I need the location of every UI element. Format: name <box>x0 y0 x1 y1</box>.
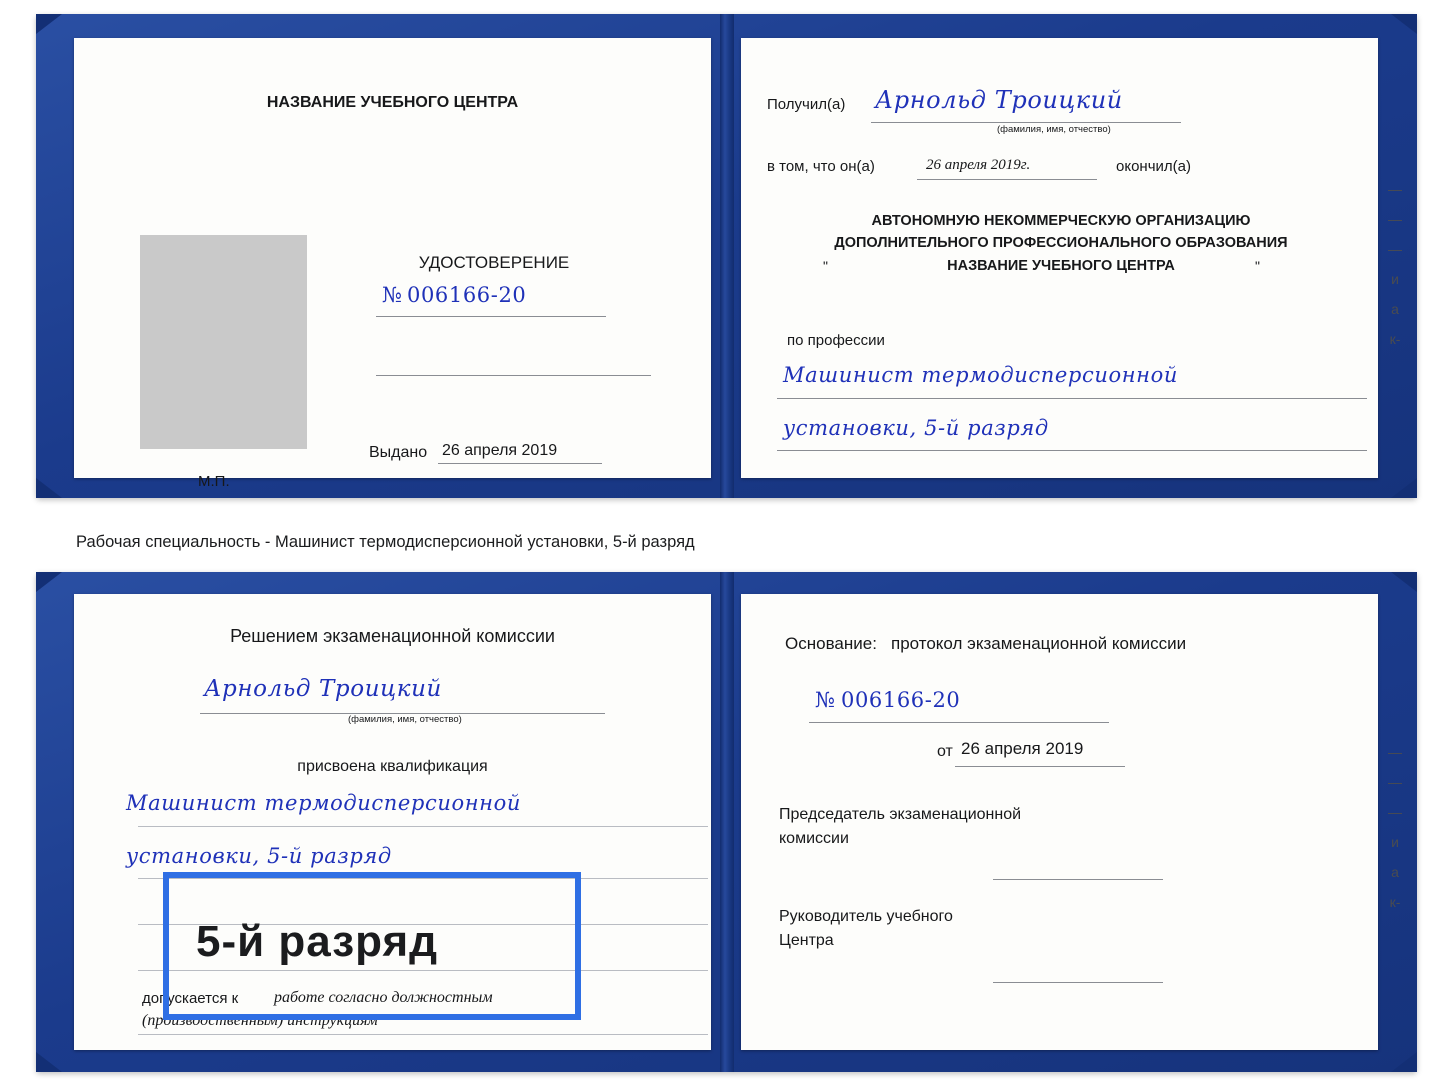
certificate-number-value: 006166-20 <box>407 283 527 307</box>
received-name-hint: (фамилия, имя, отчество) <box>997 124 1111 135</box>
stamp-label: М.П. <box>198 473 230 490</box>
finish-date: 26 апреля 2019г. <box>926 157 1031 173</box>
certificate-number-sign: № <box>382 283 403 307</box>
booklet-corner-top-left <box>36 14 62 34</box>
commission-decision-title: Решением экзаменационной комиссии <box>230 626 555 646</box>
edge-char-4: а <box>1391 301 1399 317</box>
issued-date-underline <box>438 463 602 464</box>
organization-quote-close: " <box>1255 258 1260 274</box>
profession-underline-2 <box>777 450 1367 451</box>
profession-label: по профессии <box>787 332 885 349</box>
top-right-page <box>741 38 1378 478</box>
chairman-line-2: комиссии <box>779 830 849 847</box>
edge2-char-3: и <box>1391 834 1399 850</box>
edge2-char-0: — <box>1388 744 1402 760</box>
top-left-page <box>74 38 711 490</box>
graduate-name: Арнольд Троицкий <box>204 676 442 702</box>
edge2-char-2: — <box>1388 804 1402 820</box>
received-label: Получил(а) <box>767 96 846 113</box>
received-name: Арнольд Троицкий <box>875 86 1123 114</box>
received-name-underline <box>871 122 1181 123</box>
edge2-char-1: — <box>1388 774 1402 790</box>
head-signature-line <box>993 982 1163 983</box>
top-booklet-edge-characters <box>1384 174 1406 354</box>
organization-name: НАЗВАНИЕ УЧЕБНОГО ЦЕНТРА <box>947 258 1175 274</box>
booklet2-corner-bottom-left <box>36 1052 62 1072</box>
document-caption: Рабочая специальность - Машинист термодисперсионной установки, 5-й разряд <box>76 533 695 551</box>
booklet-corner-top-right <box>1391 14 1417 34</box>
blank-line <box>376 375 651 376</box>
edge-char-2: — <box>1388 241 1402 257</box>
from-date-underline <box>955 766 1125 767</box>
edge-char-0: — <box>1388 181 1402 197</box>
from-date: 26 апреля 2019 <box>961 739 1084 758</box>
booklet-corner-bottom-right <box>1391 478 1417 498</box>
chairman-line-1: Председатель экзаменационной <box>779 806 1022 823</box>
profession-line-1: Машинист термодисперсионной <box>783 363 1178 387</box>
edge2-char-5: к- <box>1389 894 1401 910</box>
booklet2-corner-top-right <box>1391 572 1417 592</box>
finish-date-underline <box>917 179 1097 180</box>
edge-char-1: — <box>1388 211 1402 227</box>
profession-underline-1 <box>777 398 1367 399</box>
protocol-number-sign: № <box>815 688 836 712</box>
qualification-label: присвоена квалификация <box>297 758 488 775</box>
photo-placeholder <box>140 235 307 449</box>
number-underline <box>376 316 606 317</box>
allowed-text-line-2: (производственным) инструкциям <box>142 1012 378 1029</box>
edge2-char-4: а <box>1391 864 1399 880</box>
bottom-booklet-edge-characters <box>1384 737 1406 917</box>
that-he-label: в том, что он(а) <box>767 158 875 175</box>
basis-label: Основание: <box>785 634 877 653</box>
chairman-signature-line <box>993 879 1163 880</box>
from-label: от <box>937 743 953 760</box>
protocol-number-value: 006166-20 <box>841 688 961 712</box>
rank-highlight-label: 5-й разряд <box>196 917 439 966</box>
qualification-line-1: Машинист термодисперсионной <box>126 791 521 815</box>
profession-line-2: установки, 5-й разряд <box>783 416 1049 440</box>
organization-line-1: АВТОНОМНУЮ НЕКОММЕРЧЕСКУЮ ОРГАНИЗАЦИЮ <box>871 213 1251 229</box>
graduate-name-hint: (фамилия, имя, отчество) <box>348 714 462 725</box>
organization-quote-open: " <box>823 258 828 274</box>
booklet2-corner-bottom-right <box>1391 1052 1417 1072</box>
edge-char-5: к- <box>1389 331 1401 347</box>
head-line-2: Центра <box>779 932 834 949</box>
qualification-line-2: установки, 5-й разряд <box>126 844 392 868</box>
document-type-label: УДОСТОВЕРЕНИЕ <box>418 253 570 272</box>
finished-label: окончил(а) <box>1116 158 1191 175</box>
booklet2-corner-top-left <box>36 572 62 592</box>
issued-label: Выдано <box>369 444 428 461</box>
protocol-number-underline <box>809 722 1109 723</box>
booklet-corner-bottom-left <box>36 478 62 498</box>
edge-char-3: и <box>1391 271 1399 287</box>
bottom-right-page <box>741 594 1378 1050</box>
qualification-rule-1 <box>138 826 708 827</box>
head-line-1: Руководитель учебного <box>779 908 953 925</box>
top-certificate-booklet <box>36 14 1417 498</box>
allowed-text-line-1: работе согласно должностным <box>274 989 493 1006</box>
issued-date: 26 апреля 2019 <box>442 442 558 459</box>
basis-value: протокол экзаменационной комиссии <box>891 634 1187 653</box>
training-center-title: НАЗВАНИЕ УЧЕБНОГО ЦЕНТРА <box>266 94 519 111</box>
organization-line-2: ДОПОЛНИТЕЛЬНОГО ПРОФЕССИОНАЛЬНОГО ОБРАЗОВАНИЯ <box>834 235 1288 251</box>
allowed-label: допускается к <box>142 990 239 1007</box>
blank-rule-5 <box>138 1034 708 1035</box>
